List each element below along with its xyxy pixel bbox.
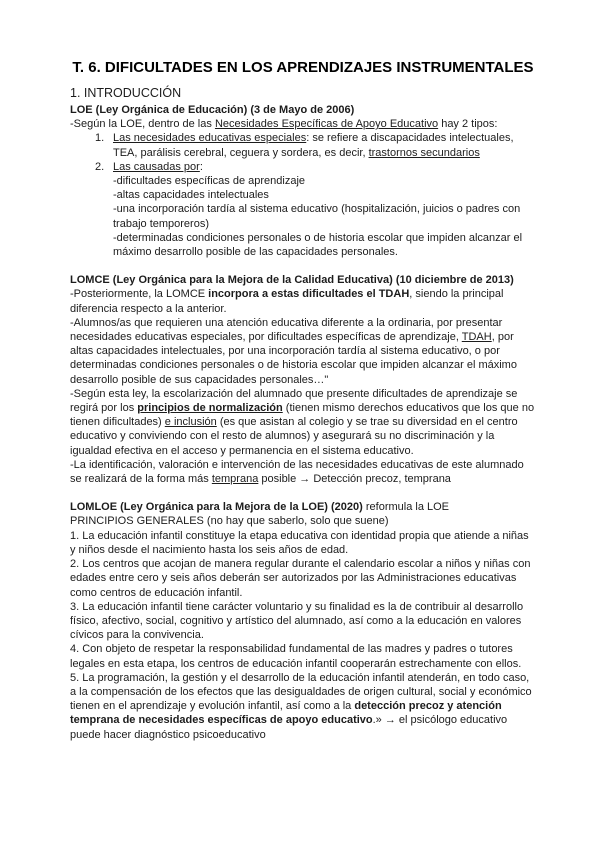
text-run: hay 2 tipos:	[438, 118, 498, 131]
cause-line: -determinadas condiciones personales o de historia escolar que impiden alcanzar el máximo desarrollo posible de las capacidades personales.	[113, 231, 523, 259]
text-run: -Alumnos/as que requieren una atención educativa diferente a la ordinaria, por presentar necesidades educativas especiales, por dificultades específicas de aprendizaje,	[70, 316, 503, 344]
list-item-las-causadas-por	[70, 160, 536, 174]
lomce-paragraph-4	[70, 458, 536, 486]
underlined-term: e inclusión	[164, 416, 217, 429]
text-run: -Según esta ley, la escolarización del alumnado que presente dificultades de aprendizaje se regirá por los	[70, 387, 518, 415]
bold-term: detección precoz y atención temprana de necesidades específicas de apoyo educativo	[70, 700, 502, 727]
lomce-paragraph-3	[70, 387, 536, 458]
underlined-term: temprana	[211, 473, 259, 486]
lomloe-principle-4: 4. Con objeto de respetar la responsabilidad fundamental de las madres y padres o tutores legales en esta etapa, los centros de educación infantil cooperarán estrechamente con ellos.	[70, 643, 522, 670]
text-run: -Posteriormente, la LOMCE	[70, 288, 209, 301]
lomce-heading: LOMCE (Ley Orgánica para la Mejora de la Calidad Educativa) (10 diciembre de 2013)	[70, 274, 514, 287]
lomce-paragraph-1	[70, 287, 536, 315]
list-number: 2.	[95, 160, 105, 173]
text-run: , siendo la principal diferencia respecto a la anterior.	[70, 288, 504, 315]
text-run: -La identificación, valoración e intervención de las necesidades educativas de este alumnado se realizará de la forma más	[70, 458, 524, 486]
text-run: , por altas capacidades intelectuales, por una incorporación tardía al sistema educativo, o por determinadas condiciones personales o de historia escolar que impiden alcanzar el máximo desarrollo posible de sus capacidades personales…"	[70, 331, 517, 386]
underlined-term: trastornos secundarios	[368, 146, 480, 159]
text-run: 5. La programación, la gestión y el desarrollo de la educación infantil atenderán, en todo caso, a la compensación de los efectos que las desigualdades de origen cultural, social y económico tienen en el aprendizaje y evolución infantil, así como a la	[70, 671, 532, 713]
list-number: 1.	[95, 132, 105, 145]
text-run: reformula la LOE	[362, 501, 450, 514]
list-item-necesidades-especiales	[70, 131, 536, 159]
text-run: (es que asistan al colegio y se trae su diversidad en el centro educativo y conviviendo con el resto de alumnos) y asegurará su no discriminación y la igualdad efectiva en el acceso y permanencia en el sistema educativo.	[70, 416, 518, 457]
loe-intro-paragraph	[70, 117, 536, 131]
section-spacer	[70, 259, 536, 273]
lomloe-principle-1: 1. La educación infantil constituye la etapa educativa con identidad propia que atiende a niñas y niños desde el nacimiento hasta los seis años de edad.	[70, 529, 529, 556]
text-run: : se refiere a discapacidades intelectuales, TEA, parálisis cerebral, ceguera y sordera, es decir,	[113, 132, 514, 159]
lomloe-principle-3: 3. La educación infantil tiene carácter voluntario y su finalidad es la de contribuir al desarrollo físico, afectivo, social, cognitivo y artístico del alumnado, así como a la educación en valores cívicos para la convivencia.	[70, 600, 524, 642]
list-item-text	[113, 160, 536, 174]
text-run: (tienen mismo derechos educativos que los que no tienen dificultades)	[70, 402, 535, 429]
underlined-term: Necesidades Específicas de Apoyo Educativo	[214, 118, 439, 131]
loe-heading: LOE (Ley Orgánica de Educación) (3 de Mayo de 2006)	[70, 104, 355, 116]
list-item-text	[113, 131, 536, 159]
lomloe-subheading: PRINCIPIOS GENERALES (no hay que saberlo, solo que suene)	[70, 515, 389, 528]
text-run: :	[199, 160, 203, 173]
lomloe-heading-bold: LOMLOE (Ley Orgánica para la Mejora de la LOE) (2020)	[70, 501, 363, 514]
cause-line: -una incorporación tardía al sistema educativo (hospitalización, juicios o padres con trabajo temporeros)	[113, 203, 521, 230]
text-run: posible → Detección precoz, temprana	[258, 473, 451, 486]
text-run: .» → el psicólogo educativo puede hacer diagnóstico psicoeducativo	[70, 714, 508, 741]
lomloe-principle-2: 2. Los centros que acojan de manera regular durante el calendario escolar a niños y niñas con edades entre cero y seis años deberán ser autorizados por las Administraciones educativas como centros de educación infantil.	[70, 558, 531, 599]
intro-section-heading: 1. INTRODUCCIÓN	[70, 86, 182, 100]
underlined-term: Las necesidades educativas especiales	[113, 132, 307, 145]
underlined-term: Las causadas por	[113, 160, 200, 173]
underlined-term: principios de normalización	[137, 402, 283, 415]
cause-line: -dificultades específicas de aprendizaje	[113, 175, 306, 188]
lomce-paragraph-2	[70, 316, 536, 387]
document-title: T. 6. DIFICULTADES EN LOS APRENDIZAJES INSTRUMENTALES	[72, 59, 534, 76]
underlined-term: TDAH	[461, 331, 492, 344]
bold-term: incorpora a estas dificultades el TDAH	[208, 288, 410, 301]
section-spacer	[70, 486, 536, 500]
text-run: -Según la LOE, dentro de las	[70, 118, 215, 131]
lomloe-principle-5	[70, 671, 536, 742]
lomloe-heading	[70, 500, 536, 514]
cause-line: -altas capacidades intelectuales	[113, 189, 269, 202]
